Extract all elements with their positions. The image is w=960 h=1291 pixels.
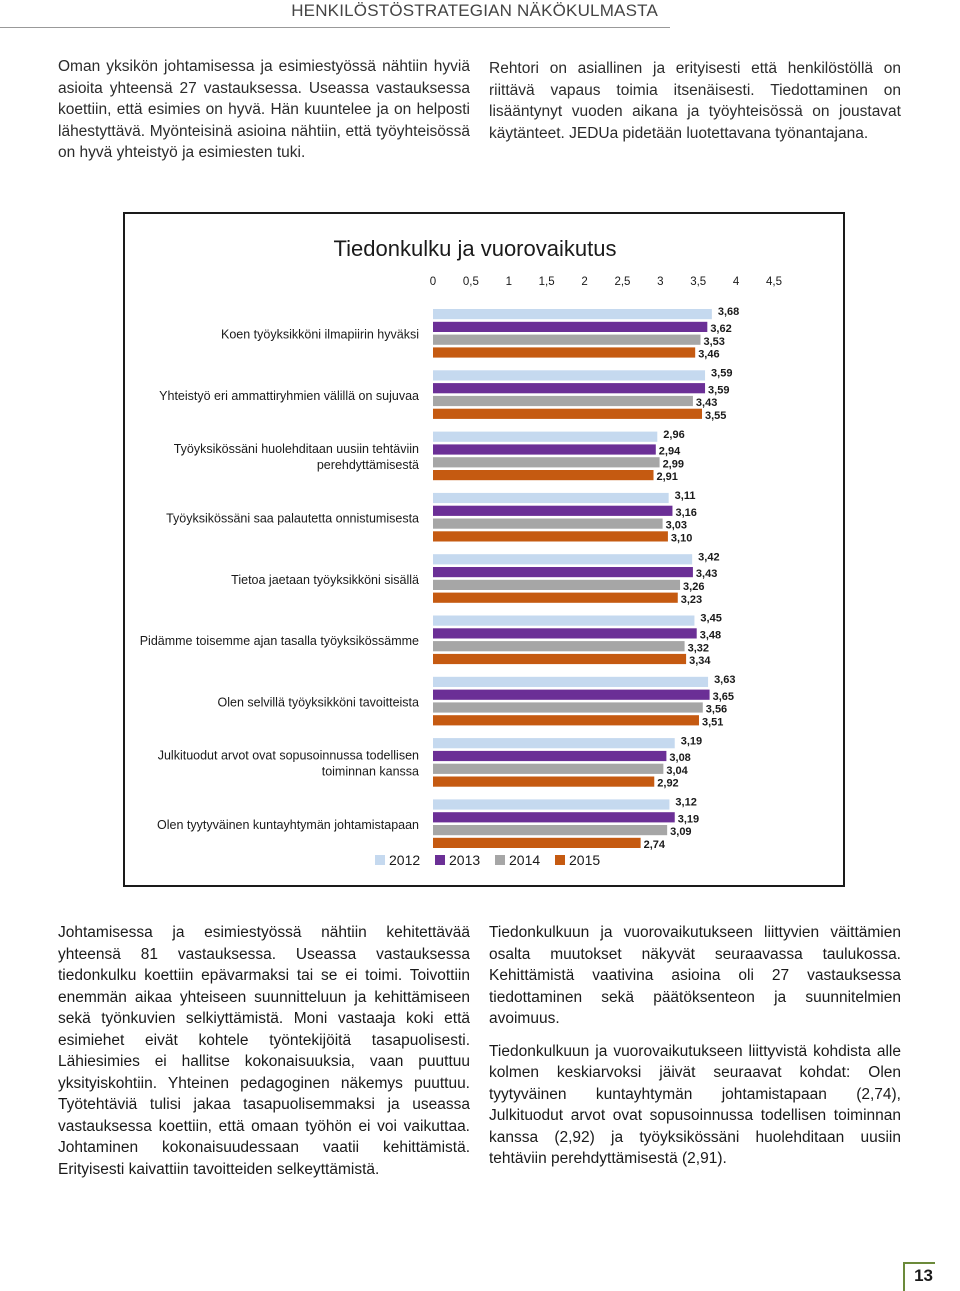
data-label: 3,08 xyxy=(669,752,691,765)
paragraph: Tiedonkulkuun ja vuorovaikutukseen liittyvistä kohdista alle kolmen keskiarvoksi jäivät seuraavat kohdat: Olen tyytyväinen kuntayhtymän johtamistapaan (2,74), Julkituodut arvot ovat sopusoinnussa todellisen toiminnan kanssa (2,92) ja työyksikössäni huolehditaan uusiin tehtäviin perehdyttämisestä (2,91). xyxy=(489,1042,901,1167)
bar xyxy=(433,799,669,809)
category-label: Olen tyytyväinen kuntayhtymän johtamistapaan xyxy=(157,818,419,832)
x-tick-label: 4,5 xyxy=(766,276,782,288)
chart-frame xyxy=(123,212,845,887)
paragraph: Johtamisessa ja esimiestyössä nähtiin kehitettävää yhteensä 81 vastauksessa. Useassa vastauksessa tiedonkulku koettiin epävarmaksi tai se ei toimi. Toivottiin enemmän aikaa yhteiseen suunnitteluun ja kehittämiseen sekä työnkuvien selkiyttämistä. Moni vastaaja koki että esimiehet eivät kohtele työntekijöitä tasapuolisesti. Lähiesimies ei hallitse kokonaisuuksia, vaan puuttuu yksityiskohtiin. Yhteinen pedagoginen näkemys puuttuu. Työtehtäviä tulisi jakaa tasapuolisemmaksi ja useassa vastauksessa koettiin, että omaan työhön ei voi vaikuttaa. Johtaminen kokonaisuudessaan vaatii kehittämistä. Erityisesti kaivattiin tavoitteiden selkeyttämistä. xyxy=(58,924,470,1178)
category-label: Julkituodut arvot ovat sopusoinnussa todellisen xyxy=(157,748,419,763)
data-label: 3,03 xyxy=(665,519,688,532)
bar xyxy=(433,470,654,480)
bar xyxy=(433,593,678,603)
category-label: Olen selvillä työyksikköni tavoitteista xyxy=(217,695,419,710)
data-label: 3,23 xyxy=(680,593,703,606)
bar xyxy=(433,347,695,357)
data-label: 3,16 xyxy=(675,506,697,519)
legend-swatch xyxy=(375,855,385,865)
data-label: 3,09 xyxy=(670,826,692,839)
header-divider xyxy=(0,27,670,28)
bar xyxy=(433,370,705,380)
bar xyxy=(433,409,702,419)
bar xyxy=(433,654,686,664)
bar xyxy=(433,444,656,454)
data-label: 3,19 xyxy=(680,735,703,748)
bar xyxy=(433,641,685,651)
legend-swatch xyxy=(555,855,565,865)
data-label: 3,10 xyxy=(670,532,693,545)
category-label: Pidämme toisemme ajan tasalla työyksikössämme xyxy=(139,634,419,649)
bar xyxy=(433,677,708,687)
data-label: 3,04 xyxy=(666,764,688,777)
data-label: 3,65 xyxy=(712,690,735,703)
bar xyxy=(433,764,663,774)
bar xyxy=(433,335,700,345)
category-label: Tietoa jaetaan työyksikköni sisällä xyxy=(231,572,419,587)
data-label: 2,96 xyxy=(663,428,685,441)
bar xyxy=(433,838,641,848)
bar xyxy=(433,751,666,761)
data-label: 3,53 xyxy=(703,335,725,348)
data-label: 3,45 xyxy=(700,612,722,625)
bar xyxy=(433,567,693,577)
text-column-top-left xyxy=(58,56,470,175)
category-label: Työyksikössäni huolehditaan uusiin tehtäviin xyxy=(173,442,419,457)
bar xyxy=(433,580,680,590)
paragraph: Rehtori on asiallinen ja erityisesti että henkilöstöllä on riittävä vapaus toimia itsenäisesti. Tiedottaminen on lisääntynyt vuoden aikana ja työyhteisössä on joustavat käytänteet. JEDUa pidetään luotettavana työnantajana. xyxy=(489,60,901,142)
text-column-bottom-right xyxy=(489,922,901,1181)
bar xyxy=(433,702,703,712)
x-tick-label: 4 xyxy=(732,276,740,288)
data-label: 2,91 xyxy=(656,471,678,484)
page-number: 13 xyxy=(914,1266,933,1285)
bar xyxy=(433,616,694,626)
data-label: 3,19 xyxy=(677,813,700,826)
data-label: 3,62 xyxy=(710,323,732,335)
legend-swatch xyxy=(495,855,505,865)
x-tick-label: 0,5 xyxy=(462,276,479,288)
bar xyxy=(433,825,667,835)
data-label: 3,32 xyxy=(687,642,710,655)
category-label: Yhteistyö eri ammattiryhmien välillä on sujuvaa xyxy=(159,388,419,403)
bar xyxy=(433,628,697,638)
bar-chart xyxy=(125,214,843,885)
legend-label: 2014 xyxy=(509,852,541,868)
bar xyxy=(433,506,672,516)
x-tick-label: 2 xyxy=(581,276,588,288)
category-label: perehdyttämisestä xyxy=(316,458,419,473)
data-label: 3,48 xyxy=(699,629,722,642)
legend-label: 2012 xyxy=(389,852,421,868)
bar xyxy=(433,519,663,529)
data-label: 2,94 xyxy=(658,445,681,458)
paragraph: Tiedonkulkuun ja vuorovaikutukseen liittyvien väittämien osalta muutokset näkyvät seuraavassa taulukossa. Kehittämistä vaativina asioina oli 27 vastauksessa tiedottaminen sekä päätöksenteon ja suunnitelmien avoimuus. xyxy=(489,924,901,1027)
x-tick-label: 3,5 xyxy=(690,276,707,288)
bar xyxy=(433,322,707,332)
bar xyxy=(433,493,669,503)
page-header: HENKILÖSTÖSTRATEGIAN NÄKÖKULMASTA xyxy=(291,1,658,20)
data-label: 2,74 xyxy=(643,839,666,851)
text-column-top-right xyxy=(489,58,901,155)
data-label: 3,51 xyxy=(701,716,724,729)
bar xyxy=(433,690,710,700)
data-label: 3,55 xyxy=(705,409,727,422)
text-column-bottom-left xyxy=(58,922,470,1191)
paragraph: Oman yksikön johtamisessa ja esimiestyössä nähtiin hyviä asioita yhteensä 27 vastauksessa. Useassa vastauksessa koettiin, että esimies on hyvä. Hän kuuntelee ja on helposti lähestyttävä. Myönteisinä asioina nähtiin, että työyhteisössä on hyvä yhteistyö ja esimiesten tuki. xyxy=(58,58,470,161)
legend-label: 2013 xyxy=(449,852,481,868)
x-tick-label: 2,5 xyxy=(614,276,631,288)
bar xyxy=(433,457,660,467)
data-label: 3,56 xyxy=(705,703,728,716)
legend-label: 2015 xyxy=(569,852,601,868)
data-label: 3,63 xyxy=(714,674,736,686)
category-label: toiminnan kanssa xyxy=(321,764,419,779)
bar xyxy=(433,738,675,748)
bar xyxy=(433,432,657,442)
x-tick-label: 0 xyxy=(429,276,437,288)
data-label: 3,42 xyxy=(698,551,720,564)
bar xyxy=(433,715,699,725)
data-label: 2,92 xyxy=(657,777,679,790)
data-label: 3,46 xyxy=(698,348,720,361)
x-tick-label: 3 xyxy=(657,276,664,288)
bar xyxy=(433,396,693,406)
data-label: 3,26 xyxy=(683,581,705,593)
bar xyxy=(433,383,705,393)
data-label: 3,12 xyxy=(675,796,697,809)
data-label: 3,59 xyxy=(711,367,733,380)
bar xyxy=(433,309,712,319)
bar xyxy=(433,777,654,787)
legend-swatch xyxy=(435,855,445,865)
x-tick-label: 1,5 xyxy=(538,276,555,288)
data-label: 3,68 xyxy=(717,306,740,319)
data-label: 3,34 xyxy=(689,655,711,668)
bar xyxy=(433,554,692,564)
bar xyxy=(433,812,675,822)
bar xyxy=(433,531,668,541)
category-label: Työyksikössäni saa palautetta onnistumisesta xyxy=(166,511,419,526)
data-label: 3,59 xyxy=(708,384,730,397)
chart-title: Tiedonkulku ja vuorovaikutus xyxy=(333,236,617,261)
data-label: 3,43 xyxy=(695,397,718,410)
x-tick-label: 1 xyxy=(505,276,512,288)
data-label: 3,43 xyxy=(695,568,718,581)
category-label: Koen työyksikköni ilmapiirin hyväksi xyxy=(221,327,419,342)
data-label: 2,99 xyxy=(662,458,684,471)
data-label: 3,11 xyxy=(674,490,696,503)
